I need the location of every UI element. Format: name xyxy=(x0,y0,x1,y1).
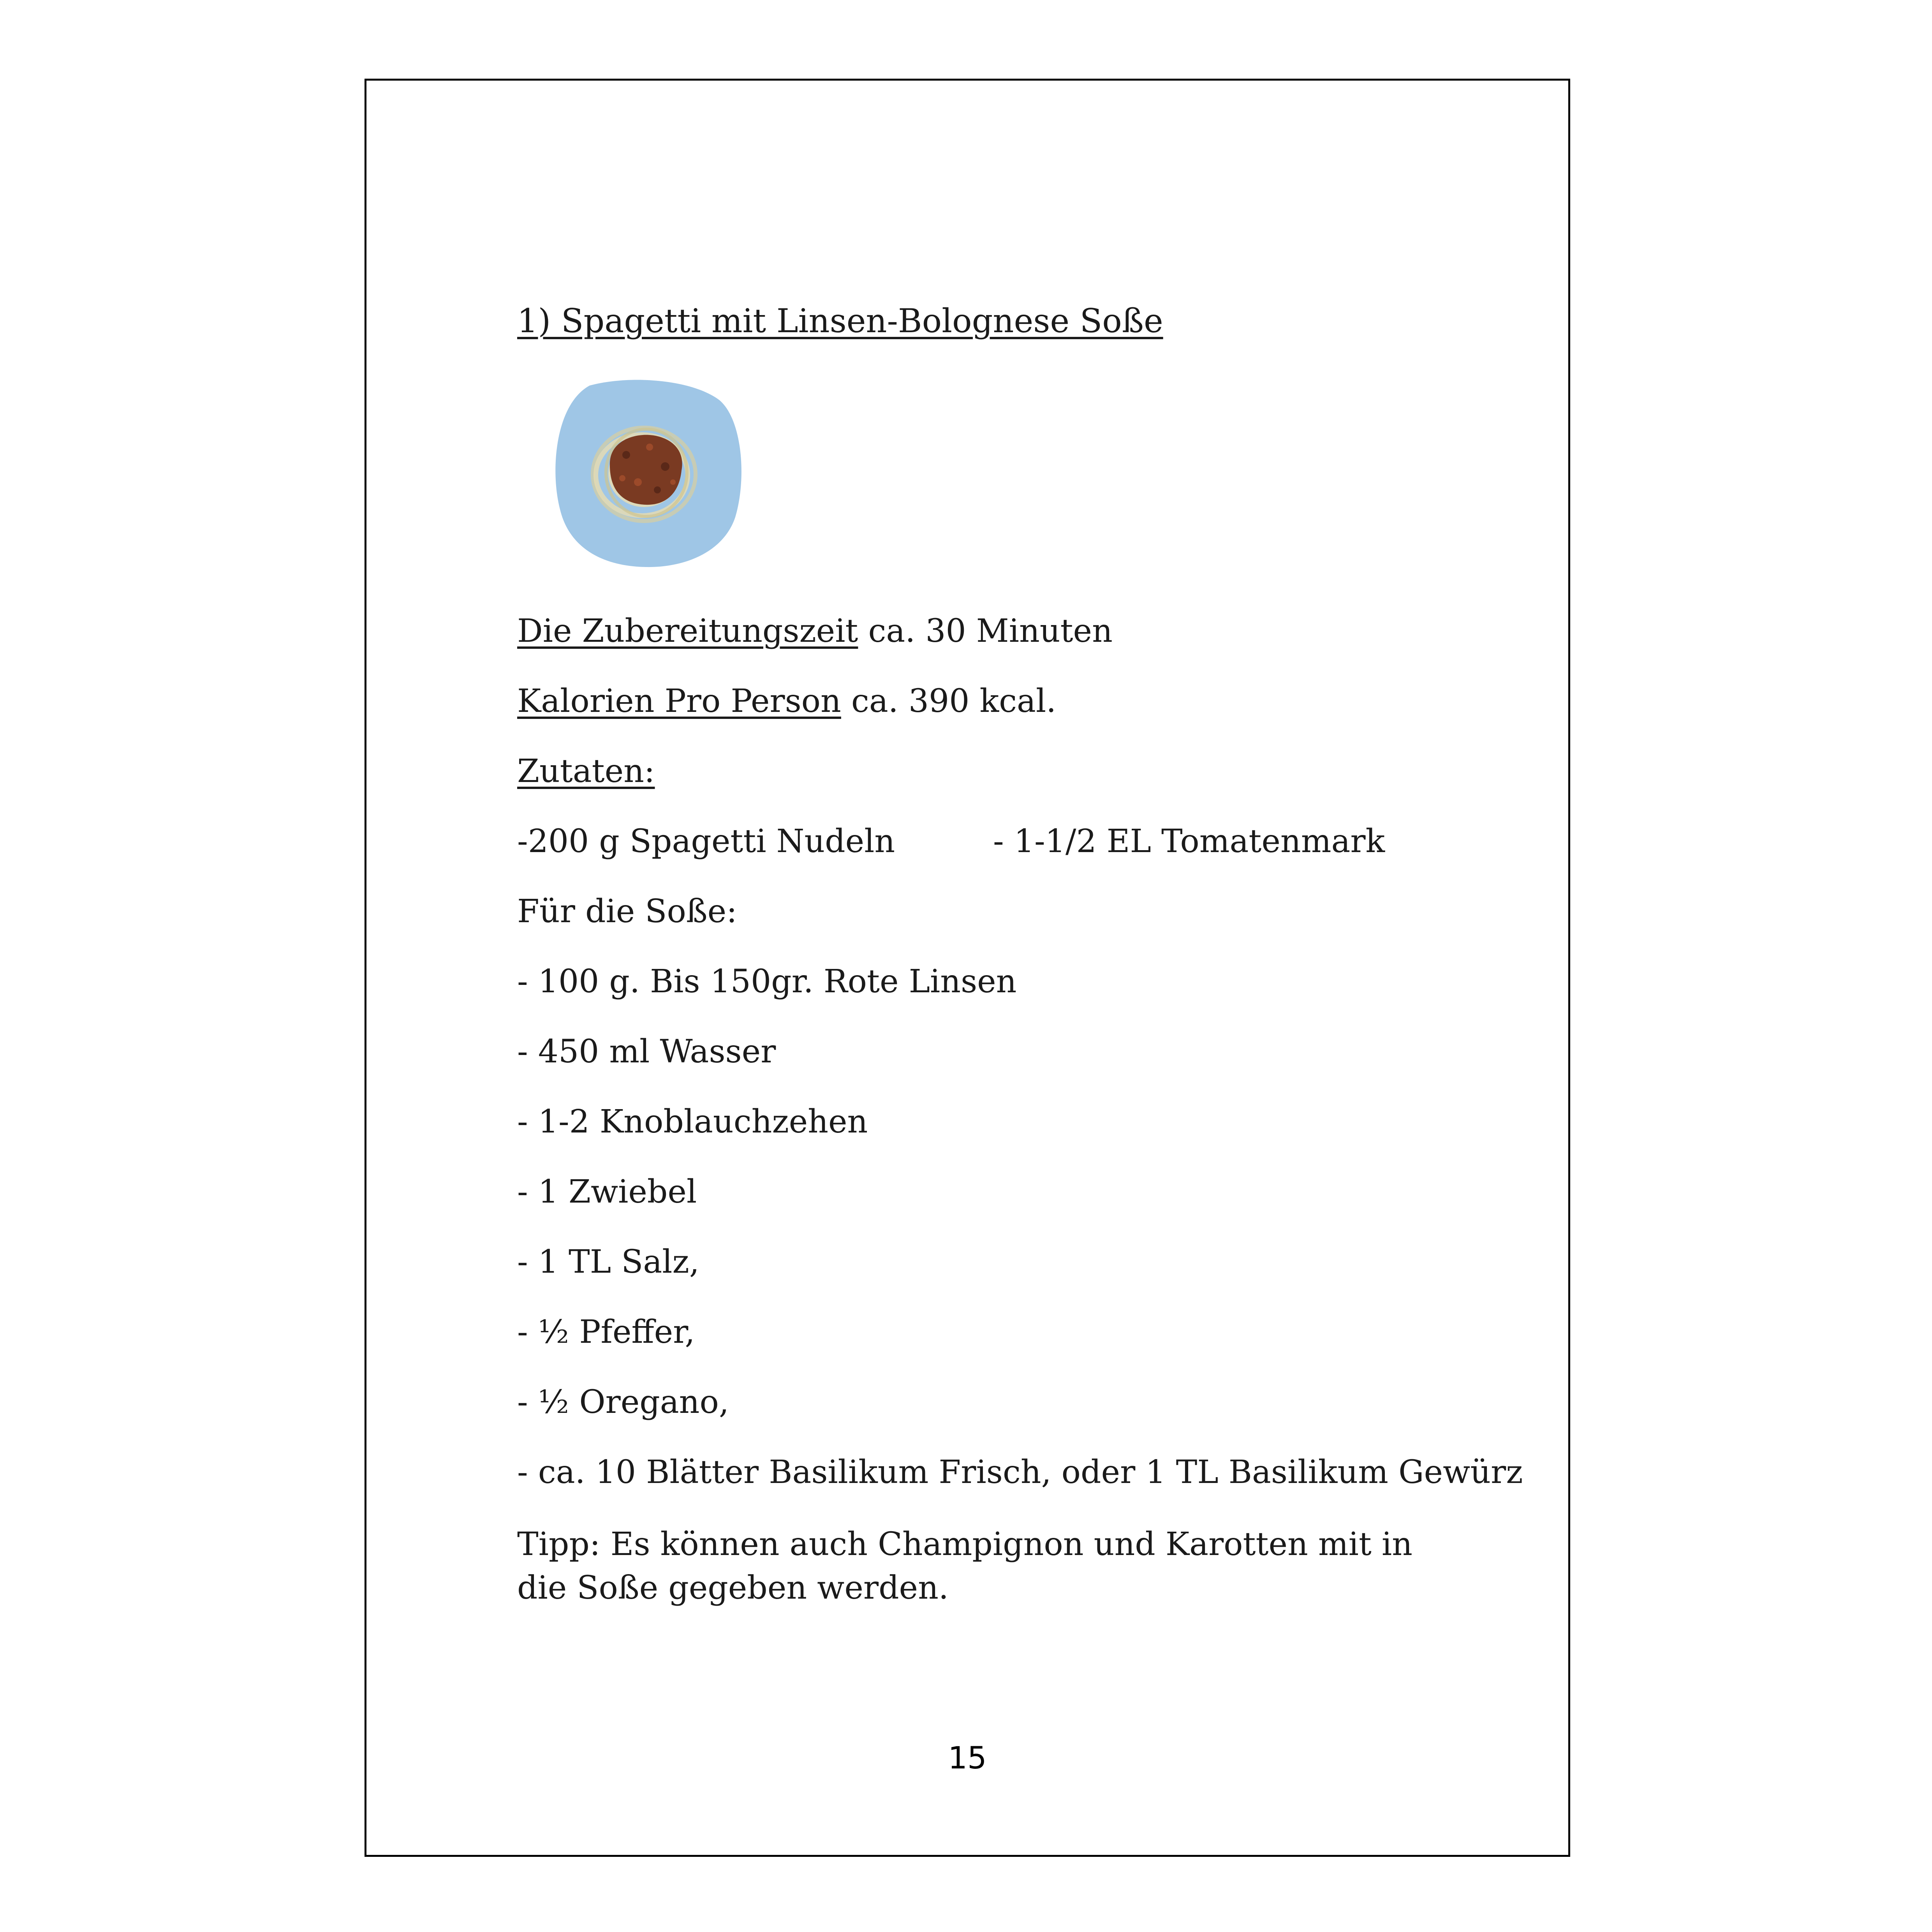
recipe-title: 1) Spagetti mit Linsen-Bolognese Soße xyxy=(517,302,1163,340)
plate-of-spaghetti-bolognese-photo xyxy=(552,377,744,570)
prep-time-value: ca. 30 Minuten xyxy=(858,613,1113,650)
prep-time-label: Die Zubereitungszeit xyxy=(517,613,858,650)
calories-label: Kalorien Pro Person xyxy=(517,683,841,720)
prep-time-line xyxy=(517,613,1113,650)
plate-photo-graphic xyxy=(552,377,744,570)
sauce-item: - 450 ml Wasser xyxy=(517,1033,776,1070)
page-number: 15 xyxy=(948,1741,987,1776)
sauce-heading: Für die Soße: xyxy=(517,893,737,930)
sauce-item: - ca. 10 Blätter Basilikum Frisch, oder 1 TL Basilikum Gewürz xyxy=(517,1454,1523,1491)
sauce-item: - 100 g. Bis 150gr. Rote Linsen xyxy=(517,963,1017,1000)
tip-paragraph: Tipp: Es können auch Champignon und Karotten mit in die Soße gegeben werden. xyxy=(517,1526,1412,1606)
sauce-item: - 1-2 Knoblauchzehen xyxy=(517,1103,868,1140)
calories-value: ca. 390 kcal. xyxy=(841,683,1057,720)
sauce-item: - 1 Zwiebel xyxy=(517,1173,697,1210)
ingredient-tomato-paste: - 1-1/2 EL Tomatenmark xyxy=(993,823,1385,860)
sauce-item: - ½ Oregano, xyxy=(517,1384,729,1421)
sauce-item: - ½ Pfeffer, xyxy=(517,1314,695,1351)
sauce-item: - 1 TL Salz, xyxy=(517,1243,699,1280)
bolognese-sauce xyxy=(610,435,682,505)
ingredient-pasta: -200 g Spagetti Nudeln xyxy=(517,823,895,860)
ingredients-heading: Zutaten: xyxy=(517,753,655,790)
calories-line xyxy=(517,683,1057,720)
